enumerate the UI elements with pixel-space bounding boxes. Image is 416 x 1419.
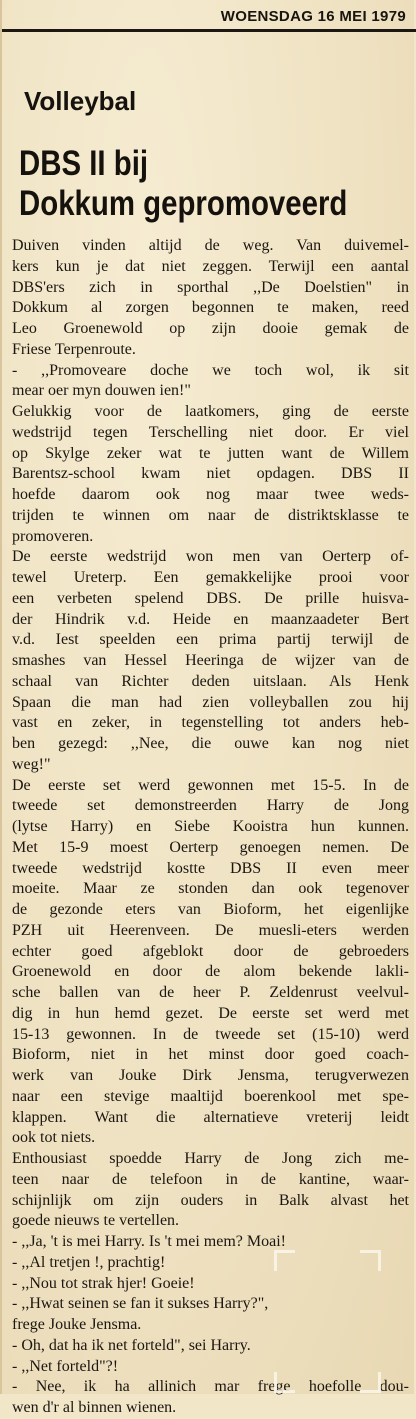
article-line: klappen. Want die alternatieve vreterij leidt [12, 1108, 409, 1126]
article-line: weg!" [12, 755, 51, 773]
article-line: PZH uit Heerenveen. De muesli-eters werden [12, 921, 409, 939]
article-line: dig in hun hemd gezet. De eerste set werd met [12, 1004, 409, 1022]
article-line: - ,,Ja, 't is mei Harry. Is 't mei mem? Moai! [12, 1233, 286, 1250]
article-line: wedstrijd tegen Terschelling niet door. Er viel [12, 423, 409, 441]
article-line: Barentsz-school kwam niet opdagen. DBS II [12, 465, 409, 483]
headline-line: Dokkum gepromoveerd [19, 184, 348, 223]
article-line: der Hindrik v.d. Heide en maanzaadeter Bert [12, 610, 409, 628]
article-line: - Nee, ik ha allinich mar frege hoefolle dou- [12, 1378, 409, 1396]
article-line: Dokkum al zorgen begonnen te maken, reed [12, 299, 409, 317]
article-line: kers kun je dat niet zeggen. Terwijl een aantal [12, 257, 409, 275]
article-line: werk van Jouke Dirk Jensma, terugverwezen [12, 1067, 409, 1084]
article-line: Friese Terpenroute. [12, 340, 136, 358]
article-line: teen naar de telefoon in de kantine, waar- [12, 1170, 409, 1188]
article-line: naar een stevige maaltijd boerenkool met spe- [12, 1087, 409, 1105]
section-kicker: Volleybal [24, 86, 137, 116]
article-line: trijden te winnen om naar de distriktsklasse te [12, 506, 409, 524]
article-line: Enthousiast spoedde Harry de Jong zich me- [12, 1150, 409, 1167]
article-line: De eerste set werd gewonnen met 15-5. In de [12, 776, 409, 794]
article-headline [19, 144, 347, 224]
article-line: Groenewold en door de alom bekende lakli- [12, 963, 409, 981]
article-line: mear oer myn douwen ien!" [12, 382, 191, 400]
article-line: schaal van Richter deden uitslaan. Als Henk [12, 672, 409, 690]
article-line: - ,,Promoveare doche we toch wol, ik sit [12, 361, 409, 379]
article-line: v.d. Iest speelden een prima partij terwijl de [12, 631, 409, 649]
article-line: sche ballen van de heer P. Zeldenrust veelvul- [12, 984, 409, 1001]
article-line: wen d'r al binnen wienen. [12, 1399, 177, 1416]
article-line: promoveren. [12, 527, 94, 545]
article-line: (lytse Harry) en Siebe Kooistra hun kunnen. [12, 818, 409, 835]
article-body [12, 236, 409, 1419]
scan-frame-corner [274, 1372, 295, 1393]
scan-frame-corner [360, 1372, 381, 1393]
article-line: ben gezegd: ,,Nee, die ouwe kan nog niet [12, 735, 409, 752]
header-rule [2, 29, 416, 32]
article-line: moeite. Maar ze stonden dan ook tegenover [12, 880, 409, 898]
article-line: Leo Groenewold op zijn dooie gemak de [12, 320, 409, 337]
article-line: frege Jouke Jensma. [12, 1316, 142, 1333]
article-line: Bioform, niet in het minst door goed coach- [12, 1046, 409, 1064]
article-line: Duiven vinden altijd de weg. Van duivemel- [12, 237, 409, 254]
article-line: smashes van Hessel Heeringa de wijzer van de [12, 652, 409, 669]
article-line: schijnlijk om zijn ouders in Balk alvast het [12, 1191, 409, 1209]
scan-frame-corner [360, 1250, 381, 1271]
article-line: Spaan die man had zien volleyballen zou hij [12, 693, 409, 711]
article-line: ook tot niets. [12, 1129, 96, 1147]
article-line: echter goed afgeblokt door de gebroeders [12, 942, 409, 960]
article-line: - ,,Al tretjen !, prachtig! [12, 1253, 166, 1271]
article-line: tweede wedstrijd kostte DBS II even meer [12, 859, 409, 877]
article-line: 15-13 gewonnen. In de tweede set (15-10) werd [12, 1025, 409, 1043]
article-line: - ,,Hwat seinen se fan it sukses Harry?", [12, 1295, 269, 1313]
article-line: - ,,Net forteld"?! [12, 1357, 119, 1375]
article-line: De eerste wedstrijd won men van Oerterp of- [12, 548, 409, 566]
article-line: hoefde daarom ook nog maar twee weds- [12, 486, 409, 503]
article-line: Gelukkig voor de laatkomers, ging de eerste [12, 403, 409, 420]
article-line: vast en zeker, in tegenstelling tot anders heb- [12, 714, 409, 732]
issue-date: WOENSDAG 16 MEI 1979 [220, 8, 406, 25]
article-line: Met 15-9 moest Oerterp genoegen nemen. De [12, 838, 409, 856]
article-line: DBS'ers zich in sporthal ,,De Doelstien" in [12, 278, 409, 296]
article-line: - ,,Nou tot strak hjer! Goeie! [12, 1274, 195, 1292]
article-line: goede nieuws te vertellen. [12, 1212, 180, 1230]
article-line: - Oh, dat ha ik net forteld", sei Harry. [12, 1336, 251, 1354]
article-line: op Skylge zeker wat te jutten want de Willem [12, 444, 409, 462]
article-line: de gezonde eters van Bioform, het eigenlijke [12, 901, 409, 918]
scan-frame-corner [274, 1250, 295, 1271]
article-line: tweede set demonstreerden Harry de Jong [12, 797, 409, 815]
article-line: een verbeten spelend DBS. De prille huisva- [12, 589, 409, 607]
article-line: tewel Ureterp. Een gemakkelijke prooi voor [12, 569, 409, 586]
headline-line: DBS II bij [19, 144, 149, 183]
